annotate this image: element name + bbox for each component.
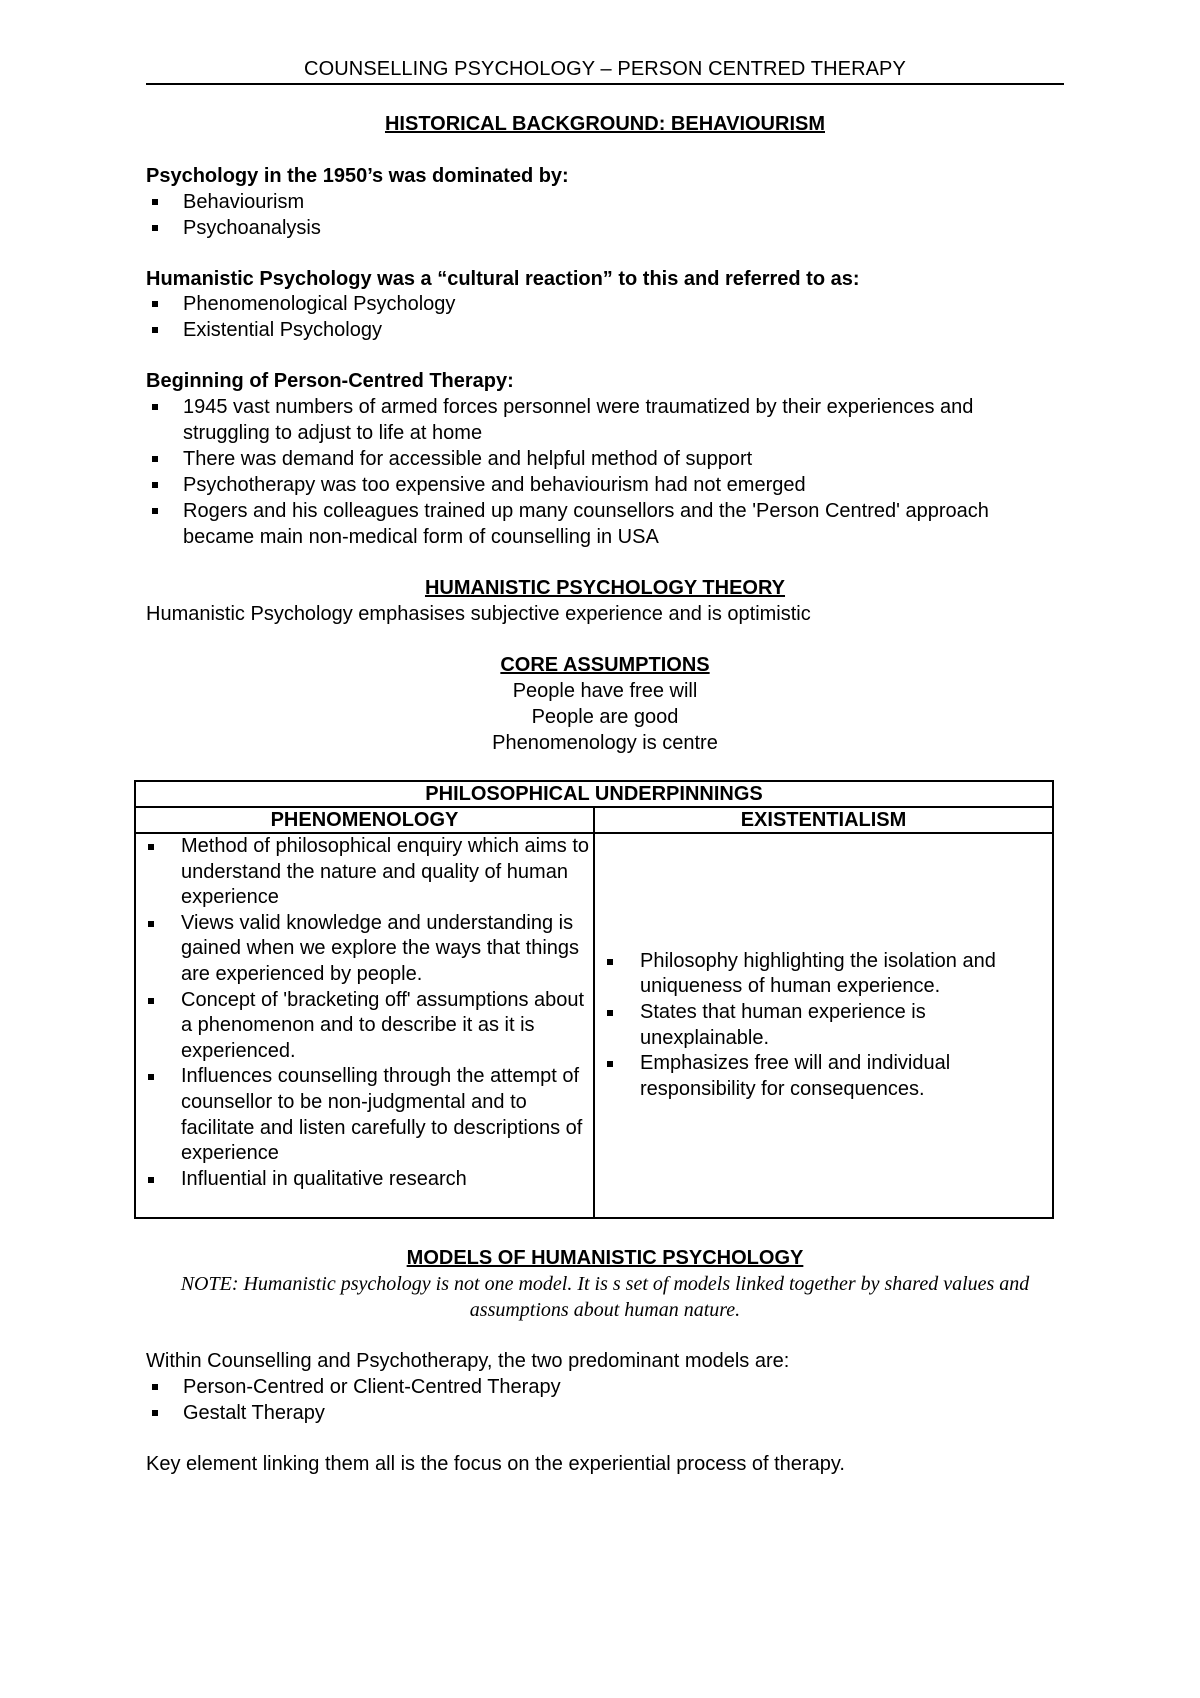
list-item: Person-Centred or Client-Centred Therapy <box>146 1374 561 1400</box>
list-item: 1945 vast numbers of armed forces personnel were traumatized by their experiences and struggling to adjust to life at home <box>146 394 1046 446</box>
list-item: Rogers and his colleagues trained up many counsellors and the 'Person Centred' approach became main non-medical form of counselling in USA <box>146 498 1046 550</box>
list-item: Behaviourism <box>146 189 321 215</box>
core-item: People are good <box>531 706 679 728</box>
table-title: PHILOSOPHICAL UNDERPINNINGS <box>135 781 1053 807</box>
list-item: Views valid knowledge and understanding is gained when we explore the ways that things are experienced by people. <box>140 911 589 988</box>
header-rule <box>146 83 1064 85</box>
list-item: There was demand for accessible and helpful method of support <box>146 446 1046 472</box>
historical-heading: HISTORICAL BACKGROUND: BEHAVIOURISM <box>384 113 825 135</box>
existentialism-cell <box>594 833 1053 1218</box>
list-item: Method of philosophical enquiry which aims to understand the nature and quality of human experience <box>140 834 589 911</box>
dominated-label: Psychology in the 1950’s was dominated by: <box>146 165 569 187</box>
models-key: Key element linking them all is the focus on the experiential process of therapy. <box>146 1453 845 1475</box>
list-item: Concept of 'bracketing off' assumptions about a phenomenon and to describe it as it is experienced. <box>140 988 589 1065</box>
list-item: Influences counselling through the attempt of counsellor to be non-judgmental and to facilitate and listen carefully to descriptions of experience <box>140 1064 589 1166</box>
list-item: Psychotherapy was too expensive and behaviourism had not emerged <box>146 472 1046 498</box>
phenomenology-cell <box>135 833 594 1218</box>
column-header-existentialism: EXISTENTIALISM <box>594 807 1053 833</box>
list-item: Influential in qualitative research <box>140 1167 589 1193</box>
dominated-list <box>146 189 321 241</box>
core-item: Phenomenology is centre <box>492 732 718 754</box>
philosophical-table <box>134 780 1054 1219</box>
core-heading: CORE ASSUMPTIONS <box>500 654 710 676</box>
list-item: States that human experience is unexplainable. <box>599 1000 1044 1051</box>
list-item: Psychoanalysis <box>146 215 321 241</box>
reaction-label: Humanistic Psychology was a “cultural reaction” to this and referred to as: <box>146 268 860 290</box>
beginning-list <box>146 394 1046 550</box>
theory-text: Humanistic Psychology emphasises subjective experience and is optimistic <box>146 603 811 625</box>
theory-heading: HUMANISTIC PSYCHOLOGY THEORY <box>424 577 786 599</box>
reaction-list <box>146 291 455 343</box>
page-header: COUNSELLING PSYCHOLOGY – PERSON CENTRED THERAPY <box>304 58 906 80</box>
models-note: NOTE: Humanistic psychology is not one model. It is s set of models linked together by shared values and assumptions about human nature. <box>180 1273 1030 1321</box>
models-list <box>146 1374 561 1426</box>
list-item: Emphasizes free will and individual responsibility for consequences. <box>599 1051 1044 1102</box>
existentialism-list <box>595 949 1052 1103</box>
phenomenology-list <box>136 834 593 1192</box>
models-heading: MODELS OF HUMANISTIC PSYCHOLOGY <box>406 1247 804 1269</box>
list-item: Gestalt Therapy <box>146 1400 561 1426</box>
models-within: Within Counselling and Psychotherapy, the two predominant models are: <box>146 1350 790 1372</box>
list-item: Philosophy highlighting the isolation and uniqueness of human experience. <box>599 949 1044 1000</box>
list-item: Phenomenological Psychology <box>146 291 455 317</box>
column-header-phenomenology: PHENOMENOLOGY <box>135 807 594 833</box>
beginning-label: Beginning of Person-Centred Therapy: <box>146 370 514 392</box>
core-item: People have free will <box>512 680 698 702</box>
list-item: Existential Psychology <box>146 317 455 343</box>
